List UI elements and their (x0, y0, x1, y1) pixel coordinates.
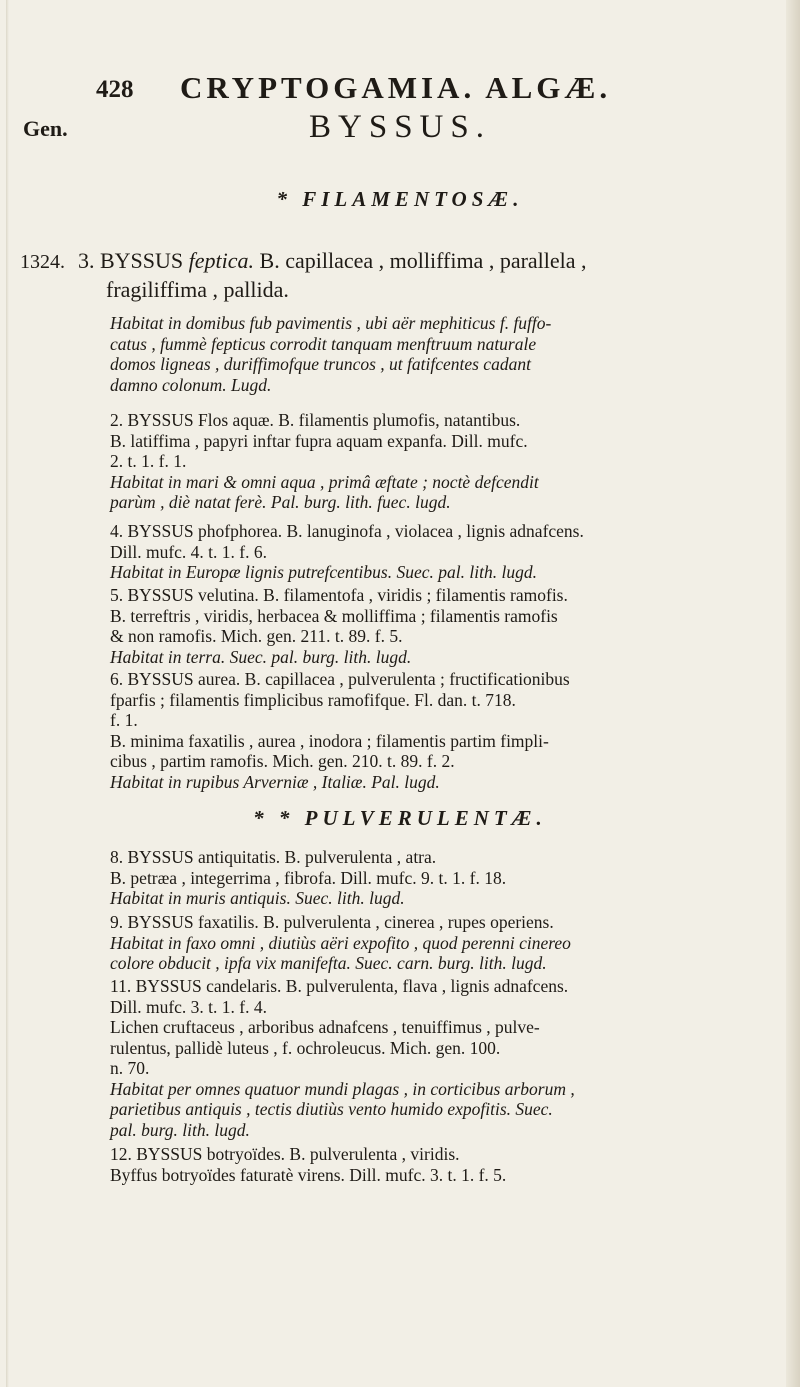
entry-line: Lichen cruftaceus , arboribus adnafcens , tenuiffimus , pulve- (110, 1017, 540, 1037)
section-pulverulentae: * * PULVERULENTÆ. (253, 806, 547, 830)
margin-genus-number: 1324. (20, 251, 65, 273)
entry-line: 2. BYSSUS Flos aquæ. B. filamentis plumofis, natantibus. (110, 410, 521, 430)
entry-line: 5. BYSSUS velutina. B. filamentofa , viridis ; filamentis ramofis. (110, 585, 568, 605)
running-title: CRYPTOGAMIA. ALGÆ. (180, 70, 612, 105)
habitat-line: Habitat in mari & omni aqua , primâ æftate ; noctè defcendit (110, 471, 539, 492)
entry-byssus-antiquitatis (110, 847, 775, 909)
species-diagnosis-cont: fragiliffima , pallida. (106, 277, 289, 302)
entry-line: B. petræa , integerrima , fibrofa. Dill. mufc. 9. t. 1. f. 18. (110, 867, 507, 888)
entry-line: B. latiffima , papyri inftar fupra aquam expanfa. Dill. mufc. (110, 430, 528, 451)
entry-line: cibus , partim ramofis. Mich. gen. 210. t. 89. f. 2. (110, 751, 455, 771)
habitat-line: parietibus antiquis , tectis diutiùs vento humido expofitis. Suec. (110, 1099, 553, 1119)
entry-line: B. minima faxatilis , aurea , inodora ; filamentis partim fimpli- (110, 730, 549, 751)
entry-byssus-botryoides (110, 1144, 775, 1185)
habitat-line: Habitat in rupibus Arverniæ , Italiæ. Pal. lugd. (110, 771, 440, 792)
habitat-line: Habitat per omnes quatuor mundi plagas , in corticibus arborum , (110, 1078, 575, 1099)
genus-title: BYSSUS. (309, 109, 491, 145)
entry-byssus-phosphorea (110, 521, 775, 583)
entry-line: Dill. mufc. 4. t. 1. f. 6. (110, 541, 267, 562)
entry-line: 12. BYSSUS botryoïdes. B. pulverulenta , viridis. (110, 1144, 460, 1164)
species-epithet: feptica. (188, 248, 255, 273)
entry-byssus-candelaris (110, 976, 775, 1140)
habitat-line: colore obducit , ipfa vix manifefta. Suec. carn. burg. lith. lugd. (110, 953, 547, 973)
entry-line: Byffus botryoïdes faturatè virens. Dill. mufc. 3. t. 1. f. 5. (110, 1164, 507, 1185)
entry-line: & non ramofis. Mich. gen. 211. t. 89. f. 5. (110, 626, 403, 646)
species-diagnosis: B. capillacea , molliffima , parallela , (259, 248, 587, 273)
habitat-line: Habitat in faxo omni , diutiùs aëri expofito , quod perenni cinereo (110, 932, 571, 953)
entry-line: Dill. mufc. 3. t. 1. f. 4. (110, 996, 267, 1017)
habitat-line: domos ligneas , duriffimofque truncos , ut fatifcentes cadant (110, 354, 531, 374)
page-number: 428 (96, 76, 134, 103)
margin-genus-label: Gen. (23, 116, 68, 141)
entry-line: 2. t. 1. f. 1. (110, 451, 187, 471)
entry-line: 4. BYSSUS phofphorea. B. lanuginofa , violacea , lignis adnafcens. (110, 521, 584, 541)
entry-byssus-aurea (110, 669, 775, 792)
entry-byssus-flos-aquae (110, 410, 775, 513)
entry-line: 8. BYSSUS antiquitatis. B. pulverulenta , atra. (110, 847, 437, 867)
entry-line: f. 1. (110, 710, 138, 730)
entry-byssus-velutina (110, 585, 775, 667)
habitat-septica (110, 313, 775, 395)
habitat-line: Habitat in domibus fub pavimentis , ubi aër mephiticus f. fuffo- (110, 313, 552, 333)
habitat-line: damno colonum. Lugd. (110, 374, 272, 395)
entry-byssus-saxatilis (110, 912, 775, 974)
habitat-line: Habitat in Europæ lignis putrefcentibus. Suec. pal. lith. lugd. (110, 562, 537, 582)
entry-line: 11. BYSSUS candelaris. B. pulverulenta, flava , lignis adnafcens. (110, 976, 569, 996)
section-filamentosae: * FILAMENTOSÆ. (276, 187, 524, 211)
entry-line: 9. BYSSUS faxatilis. B. pulverulenta , cinerea , rupes operiens. (110, 912, 554, 932)
habitat-line: Habitat in muris antiquis. Suec. lith. lugd. (110, 888, 405, 908)
habitat-line: catus , fummè fepticus corrodit tanquam menftruum naturale (110, 333, 537, 354)
habitat-line: parùm , diè natat ferè. Pal. burg. lith. fuec. lugd. (110, 492, 451, 512)
species-name: 3. BYSSUS (78, 248, 184, 273)
entry-line: n. 70. (110, 1058, 150, 1078)
entry-line: B. terreftris , viridis, herbacea & molliffima ; filamentis ramofis (110, 605, 558, 626)
entry-line: 6. BYSSUS aurea. B. capillacea , pulverulenta ; fructificationibus (110, 669, 570, 689)
habitat-line: Habitat in terra. Suec. pal. burg. lith. lugd. (110, 646, 412, 667)
habitat-line: pal. burg. lith. lugd. (110, 1119, 250, 1140)
entry-line: fparfis ; filamentis fimplicibus ramofifque. Fl. dan. t. 718. (110, 689, 516, 710)
entry-byssus-septica (78, 246, 778, 304)
entry-line: rulentus, pallidè luteus , f. ochroleucus. Mich. gen. 100. (110, 1037, 501, 1058)
